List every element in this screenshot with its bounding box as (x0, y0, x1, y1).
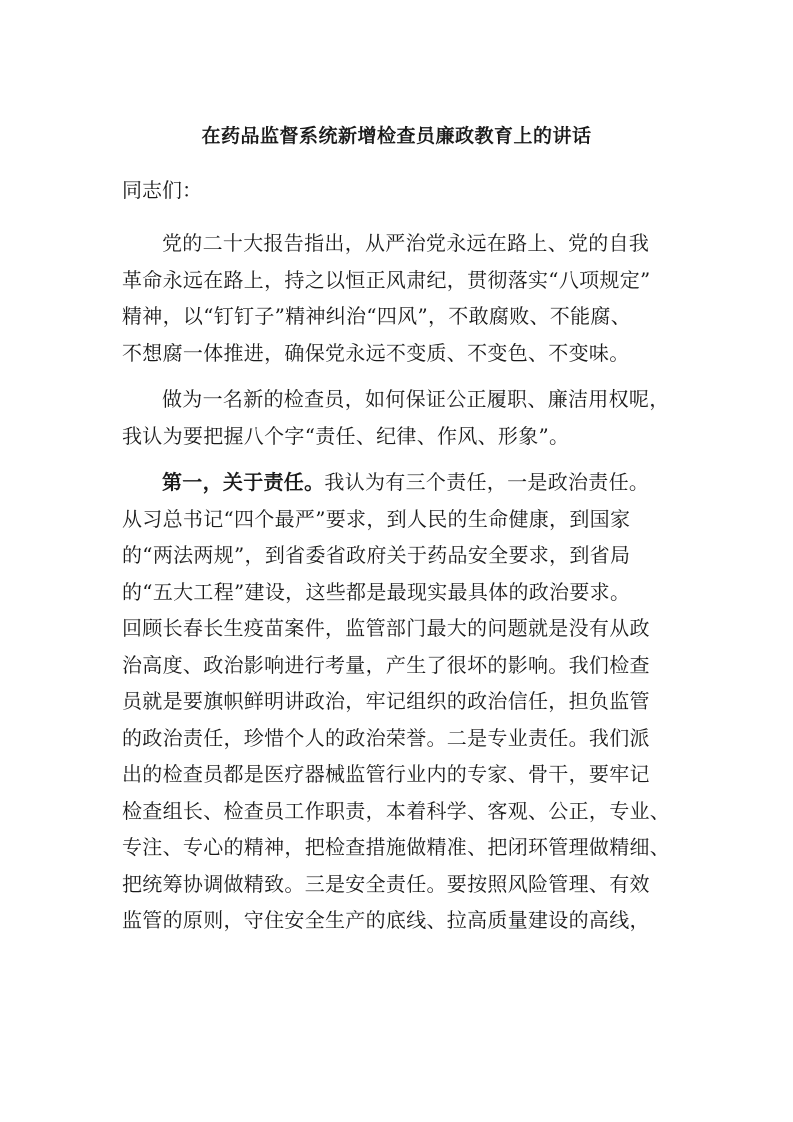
document-title: 在药品监督系统新增检查员廉政教育上的讲话 (201, 125, 592, 147)
paragraph-1 (122, 225, 677, 371)
text-line: 把统筹协调做精致。三是安全责任。要按照风险管理、有效 (122, 871, 650, 896)
text-line: 从习总书记“四个最严”要求，到人民的生命健康，到国家 (122, 506, 631, 531)
text-line: 治高度、政治影响进行考量，产生了很坏的影响。我们检查 (122, 652, 650, 677)
text-line: 我认为要把握八个字“责任、纪律、作风、形象”。 (122, 423, 570, 448)
text-line: 回顾长春长生疫苗案件，监管部门最大的问题就是没有从政 (122, 616, 650, 640)
section-lead: 第一，关于责任。 (162, 470, 325, 494)
text-line: 的“两法两规”，到省委省政府关于药品安全要求，到省局 (122, 543, 631, 567)
text-line: 专注、专心的精神，把检查措施做精准、把闭环管理做精细、 (122, 835, 671, 859)
text-line: 监管的原则，守住安全生产的底线、拉高质量建设的高线， (122, 908, 650, 932)
text-line: 的政治责任，珍惜个人的政治荣誉。二是专业责任。我们派 (122, 725, 650, 750)
text-line: 不想腐一体推进，确保党永远不变质、不变色、不变味。 (122, 340, 630, 365)
text-line: 做为一名新的检查员，如何保证公正履职、廉洁用权呢， (162, 387, 670, 411)
text-line: 出的检查员都是医疗器械监管行业内的专家、骨干，要牢记 (122, 762, 650, 786)
salutation: 同志们： (122, 178, 202, 202)
text-line (122, 464, 677, 501)
text-line: 党的二十大报告指出，从严治党永远在路上、党的自我 (162, 231, 650, 255)
paragraph-2 (122, 381, 677, 454)
text-line: 精神，以“钉钉子”精神纠治“四风”，不敢腐败、不能腐、 (122, 304, 631, 328)
text-line: 检查组长、检查员工作职责，本着科学、客观、公正，专业、 (122, 798, 671, 823)
paragraph-3 (122, 464, 677, 939)
text-line: 的“五大工程”建设，这些都是最现实最具体的政治要求。 (122, 579, 631, 604)
text-line: 革命永远在路上，持之以恒正风肃纪，贯彻落实“八项规定” (122, 267, 651, 292)
document-body (122, 225, 677, 949)
text-line: 员就是要旗帜鲜明讲政治，牢记组织的政治信任，担负监管 (122, 689, 650, 713)
text-run: 我认为有三个责任，一是政治责任。 (324, 470, 650, 494)
